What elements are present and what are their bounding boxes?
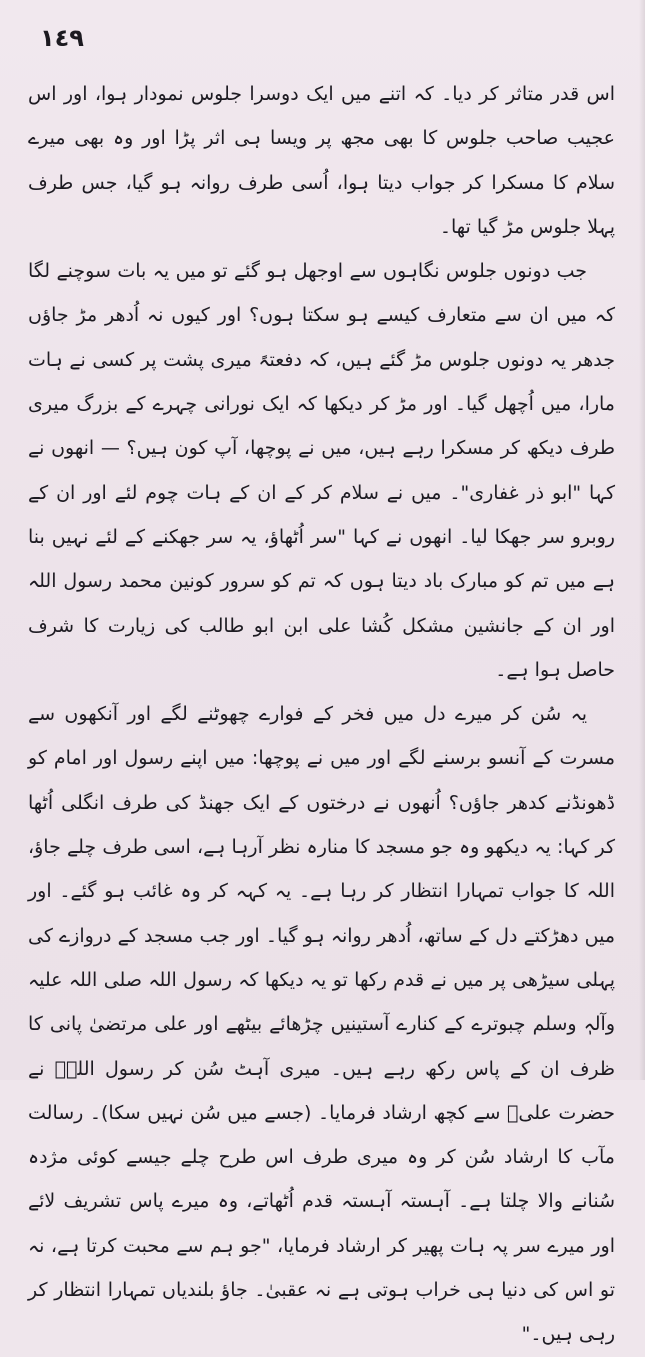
- paragraph: جب دونوں جلوس نگاہوں سے اوجھل ہو گئے تو میں یہ بات سوچنے لگا کہ میں ان سے متعارف کیسے ہو سکتا ہوں؟ اور کیوں نہ اُدھر مڑ جاؤں جدھر یہ دونوں جلوس مڑ گئے ہیں، کہ دفعتہً میری پشت پر کسی نے ہات مارا، میں اُچھل گیا۔ اور مڑ کر دیکھا کہ ایک نورانی چہرے کے بزرگ میری طرف دیکھ کر مسکرا رہے ہیں، میں نے پوچھا، آپ کون ہیں؟ — انھوں نے کہا "ابو ذر غفاری"۔ میں نے سلام کر کے ان کے ہات چوم لئے اور ان کے روبرو سر جھکا لیا۔ انھوں نے کہا "سر اُٹھاؤ، یہ سر جھکنے کے لئے نہیں بنا ہے میں تم کو مبارک باد دیتا ہوں کہ تم کو سرور کونین محمد رسول اللہ اور ان کے جانشین مشکل کُشا علی ابن ابو طالب کی زیارت کا شرف حاصل ہوا ہے۔: [28, 260, 615, 681]
- paragraph: اس قدر متاثر کر دیا۔ کہ اتنے میں ایک دوسرا جلوس نمودار ہوا، اور اس عجیب صاحب جلوس کا بھی مجھ پر ویسا ہی اثر پڑا اور وہ بھی میرے سلام کا مسکرا کر جواب دیتا ہوا، اُسی طرف روانہ ہو گیا، جس طرف پہلا جلوس مڑ گیا تھا۔: [28, 83, 615, 238]
- page-edge-shadow: [639, 0, 645, 1080]
- page-number: ١٤٩: [40, 24, 84, 52]
- body-text: [28, 72, 615, 1357]
- paragraph: یہ سُن کر میرے دل میں فخر کے فوارے چھوٹنے لگے اور آنکھوں سے مسرت کے آنسو برسنے لگے اور میں نے پوچھا: میں اپنے رسول اور امام کو ڈھونڈنے کدھر جاؤں؟ اُنھوں نے درختوں کے ایک جھنڈ کی طرف انگلی اُٹھا کر کہا: یہ دیکھو وہ جو مسجد کا منارہ نظر آرہا ہے، اسی طرف چلے جاؤ، اللہ کا جواب تمہارا انتظار کر رہا ہے۔ یہ کہہ کر وہ غائب ہو گئے۔ اور میں دھڑکتے دل کے ساتھ، اُدھر روانہ ہو گیا۔ اور جب مسجد کے دروازے کی پہلی سیڑھی پر میں نے قدم رکھا تو یہ دیکھا کہ رسول اللہ صلی اللہ علیہ وآلہٖ وسلم چبوترے کے کنارے آستینیں چڑھائے بیٹھے اور علی مرتضیٰ پانی کا ظرف ان کے پاس رکھ رہے ہیں۔ میری آہٹ سُن کر رسول اللہؐ نے حضرت علیؑ سے کچھ ارشاد فرمایا۔ (جسے میں سُن نہیں سکا)۔ رسالت مآب کا ارشاد سُن کر وہ میری طرف اس طرح چلے جیسے کوئی مژدہ سُنانے والا چلتا ہے۔ آہستہ آہستہ قدم اُٹھاتے، وہ میرے پاس تشریف لائے اور میرے سر پہ ہات پھیر کر ارشاد فرمایا، "جو ہم سے محبت کرتا ہے، نہ تو اس کی دنیا ہی خراب ہوتی ہے نہ عقبیٰ۔ جاؤ بلندیاں تمہارا انتظار کر رہی ہیں۔": [28, 703, 615, 1346]
